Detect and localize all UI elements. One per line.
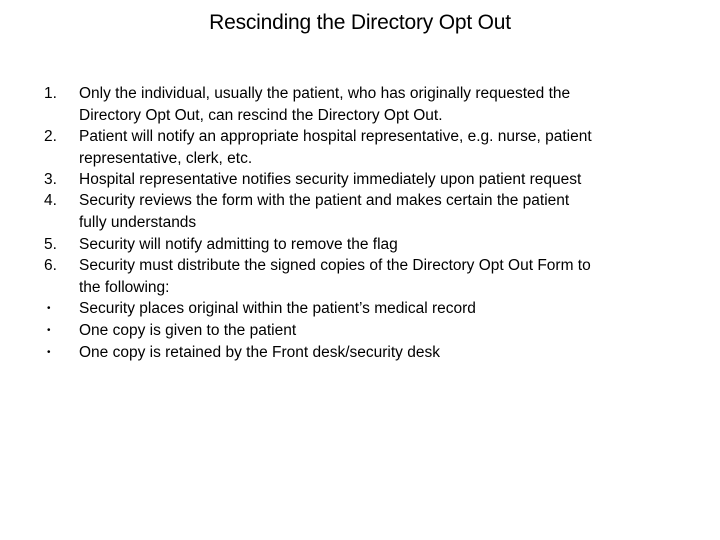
item-text-line: Directory Opt Out, can rescind the Directory Opt Out. — [79, 106, 443, 124]
item-text — [79, 342, 689, 364]
item-text — [79, 169, 689, 191]
item-text-line: Patient will notify an appropriate hospital representative, e.g. nurse, patient — [79, 128, 592, 145]
item-number: 3. — [44, 171, 57, 188]
item-text-line: fully understands — [79, 213, 197, 231]
item-text — [79, 83, 689, 126]
item-number: 1. — [44, 85, 57, 102]
item-text-line: Security must distribute the signed copies of the Directory Opt Out Form to — [79, 257, 591, 274]
item-text-line: Only the individual, usually the patient, who has originally requested the — [79, 85, 571, 102]
bullet-icon: • — [47, 303, 51, 314]
item-text-line: Hospital representative notifies security immediately upon patient request — [79, 171, 582, 188]
item-number: 6. — [44, 257, 57, 274]
item-text-line: Security places original within the patient’s medical record — [79, 300, 476, 317]
bullet-icon: • — [47, 325, 51, 336]
item-text — [79, 126, 689, 169]
item-text — [79, 255, 689, 298]
item-text-line: Security will notify admitting to remove the flag — [79, 236, 398, 253]
item-text — [79, 298, 689, 320]
item-text — [79, 320, 689, 342]
item-number: 4. — [44, 192, 57, 209]
slide-title: Rescinding the Directory Opt Out — [209, 11, 511, 34]
item-text — [79, 190, 689, 233]
bullet-icon: • — [47, 347, 51, 358]
item-text-line: the following: — [79, 278, 170, 296]
item-text-line: Security reviews the form with the patient and makes certain the patient — [79, 192, 570, 209]
item-number: 5. — [44, 236, 57, 253]
item-text-line: representative, clerk, etc. — [79, 149, 253, 167]
item-number: 2. — [44, 128, 57, 145]
item-text-line: One copy is given to the patient — [79, 322, 297, 339]
item-text-line: One copy is retained by the Front desk/security desk — [79, 344, 440, 361]
item-text — [79, 234, 689, 256]
